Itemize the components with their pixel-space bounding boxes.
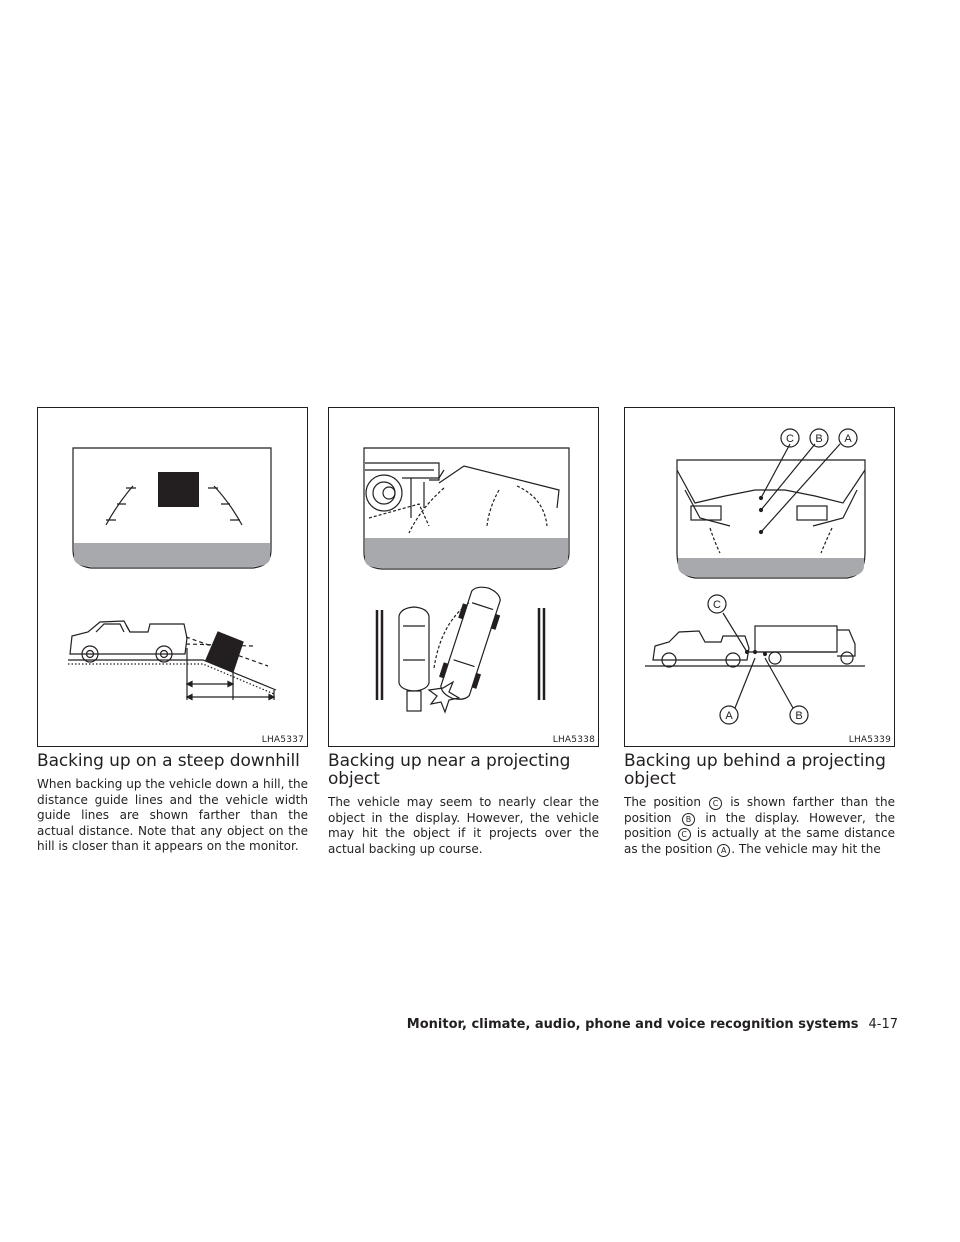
body-text: The position	[624, 795, 701, 809]
monitor-lower-band	[74, 543, 270, 567]
section-body	[624, 795, 895, 857]
marker-c: C	[678, 828, 691, 841]
pickup-truck	[70, 621, 187, 654]
section-title: Backing up on a steep downhill	[37, 751, 300, 771]
projecting-object-illustration	[329, 408, 597, 745]
page-footer	[407, 1017, 898, 1032]
left-guide-line	[106, 486, 133, 525]
right-guide-line	[517, 486, 547, 526]
leader-c	[723, 613, 747, 652]
behind-projecting-illustration	[625, 408, 893, 745]
body-text: in the display. However, the position	[624, 810, 895, 841]
section-behind-projecting-object	[624, 752, 895, 857]
section-body: The vehicle may seem to nearly clear the object in the display. However, the vehicle may hit the object if it projects over the actual backing up course.	[328, 795, 599, 856]
section-title: Backing up near a projecting object	[328, 751, 571, 789]
footer-section-title: Monitor, climate, audio, phone and voice recognition systems	[406, 1017, 859, 1032]
callout-a-side-label: A	[725, 710, 733, 722]
callout-a-label: A	[844, 433, 852, 445]
left-guide-line	[409, 488, 444, 533]
callout-b-label: B	[815, 433, 823, 445]
page-number: 4-17	[868, 1017, 898, 1032]
projecting-bed	[439, 466, 559, 508]
left-guide-line	[710, 528, 720, 553]
callout-c-label: C	[786, 433, 794, 445]
body-text: is shown farther than the position	[624, 795, 895, 825]
section-title: Backing up behind a projecting object	[624, 751, 886, 789]
parked-car	[399, 607, 429, 691]
callout-c-side-label: C	[713, 599, 721, 611]
hill-object	[206, 632, 243, 672]
section-body: When backing up the vehicle down a hill, the distance guide lines and the vehicle width guide lines are shown farther than the actual distance. Note that any object on the hill is closer than it appears on the monitor.	[37, 777, 308, 854]
marker-b: B	[682, 813, 695, 826]
impact-mark	[429, 682, 459, 712]
section-steep-downhill	[37, 752, 308, 855]
displayed-object	[158, 472, 199, 507]
figure-code: LHA5339	[848, 735, 891, 745]
right-guide-line	[214, 486, 242, 525]
pickup-truck	[653, 631, 749, 660]
monitor-lower-band	[365, 538, 568, 568]
figure-projecting-object	[328, 407, 599, 747]
figure-behind-projecting-object	[624, 407, 895, 747]
steep-downhill-illustration	[38, 408, 306, 745]
figure-code: LHA5337	[261, 735, 304, 745]
box-truck-cargo	[755, 626, 837, 652]
slope-ground	[68, 660, 276, 690]
parking-lines	[377, 608, 544, 700]
body-text: . The vehicle may hit the	[731, 841, 881, 856]
figure-steep-downhill	[37, 407, 308, 747]
marker-a: A	[717, 844, 730, 857]
callout-b-side-label: B	[795, 710, 803, 722]
right-guide-line	[821, 528, 832, 553]
marker-c: C	[709, 797, 722, 810]
monitor-lower-band	[678, 558, 864, 577]
figure-code: LHA5338	[552, 735, 595, 745]
section-projecting-object	[328, 752, 599, 857]
body-text: is actually at the same distance as the position	[624, 826, 895, 856]
